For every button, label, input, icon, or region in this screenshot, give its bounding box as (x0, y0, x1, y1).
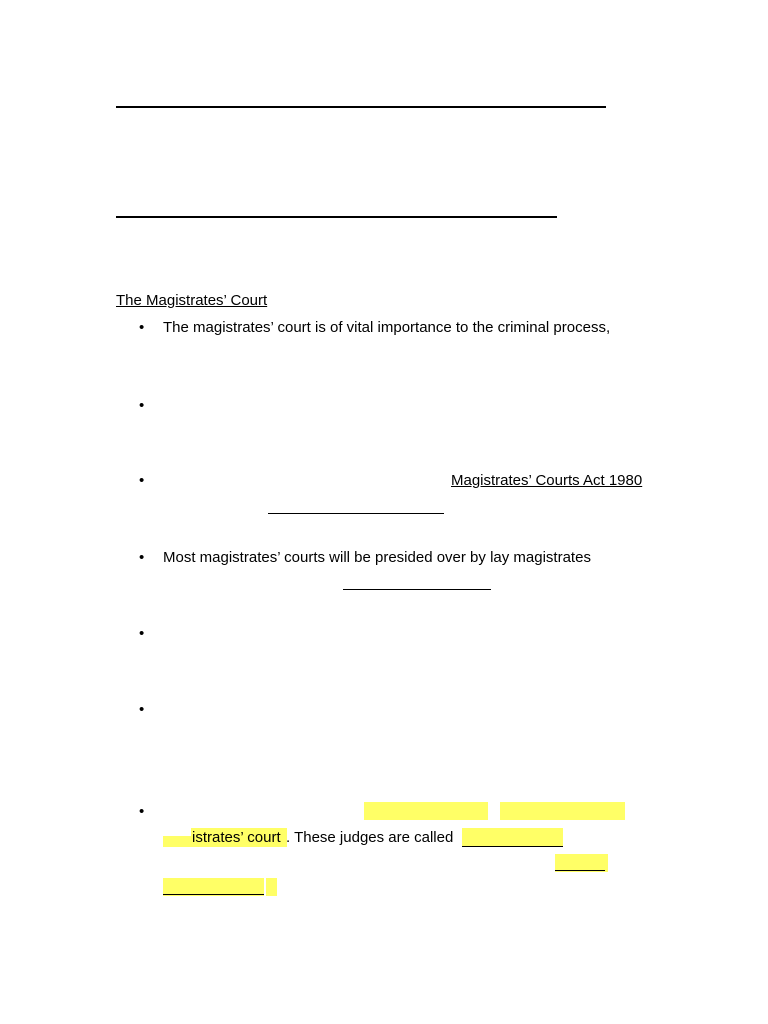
bullet-4-text: Most magistrates’ courts will be presided over by lay magistrates (163, 549, 591, 566)
act-reference: Magistrates’ Courts Act 1980 (451, 472, 643, 489)
fill-in-blank-3 (462, 846, 563, 847)
highlight-block-8 (266, 878, 277, 896)
highlight-block-1 (364, 802, 488, 820)
highlight-block-2 (500, 802, 625, 820)
fill-in-blank-2 (343, 589, 491, 590)
bullet-1-text: The magistrates’ court is of vital importance to the criminal process, (163, 319, 611, 336)
fill-in-blank-4 (555, 870, 605, 871)
highlight-block-3 (163, 836, 191, 847)
fill-in-blank-5 (163, 894, 264, 895)
bullet-7: • (139, 803, 145, 820)
bullet-4: • (139, 549, 145, 566)
judges-called-text: . These judges are called (286, 829, 454, 846)
highlight-block-5 (462, 828, 563, 847)
court-fragment-text: istrates’ court (192, 829, 281, 846)
fill-in-blank-1 (268, 513, 444, 514)
bullet-5: • (139, 625, 145, 642)
title-blank-line-2 (116, 216, 557, 218)
bullet-1: • (139, 319, 145, 336)
bullet-3: • (139, 472, 145, 489)
bullet-2: • (139, 397, 145, 414)
bullet-6: • (139, 701, 145, 718)
section-heading: The Magistrates’ Court (116, 292, 268, 309)
title-blank-line-1 (116, 106, 606, 108)
